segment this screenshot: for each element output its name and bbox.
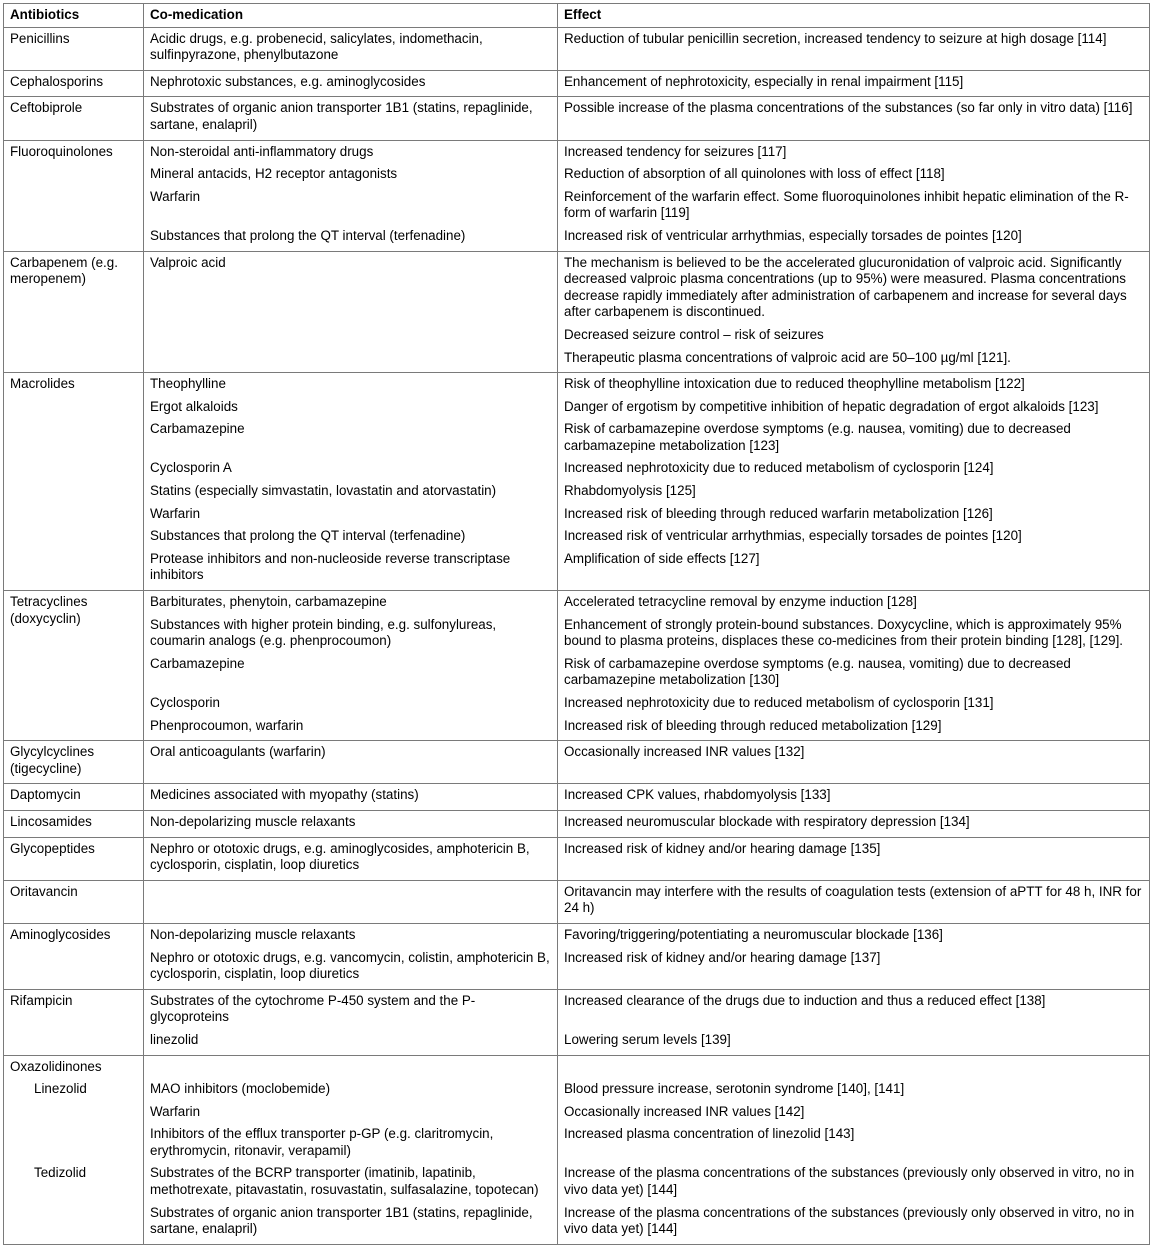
- antibiotic-name: Oritavancin: [10, 883, 78, 899]
- effect-text: Risk of carbamazepine overdose symptoms (e.g. nausea, vomiting) due to decreased carbamazepine metabolization [123]: [564, 421, 1071, 453]
- co-medication-text: MAO inhibitors (moclobemide): [150, 1081, 331, 1097]
- effect-text: Increased risk of kidney and/or hearing damage [137]: [564, 949, 881, 965]
- table-row: [4, 923, 1150, 989]
- antibiotic-name: Aminoglycosides: [10, 926, 111, 942]
- effect-text: Reduction of tubular penicillin secretion, increased tendency to seizure at high dosage [114]: [564, 30, 1107, 46]
- effect-text: Rhabdomyolysis [125]: [564, 483, 696, 499]
- antibiotic-subclass: [10, 1123, 137, 1162]
- co-medication-text: Cyclosporin: [150, 695, 220, 710]
- co-medication-cell: [144, 1055, 558, 1244]
- effect-text: Enhancement of strongly protein-bound substances. Doxycycline, which is approximately 95% bound to plasma proteins, displaces these co-medicines from their protein binding [128], [129].: [564, 616, 1124, 649]
- effect-cell: [558, 27, 1150, 70]
- table-row: [4, 784, 1150, 811]
- co-medication-text: [150, 883, 551, 920]
- antibiotic-name: Fluoroquinolones: [10, 143, 113, 159]
- effect-cell: [558, 989, 1150, 1055]
- header-effect: Effect: [558, 4, 1150, 28]
- co-medication-cell: [144, 810, 558, 837]
- antibiotic-name: Cephalosporins: [10, 73, 104, 89]
- co-medication-text: Valproic acid: [150, 254, 226, 270]
- effect-text: Increased neuromuscular blockade with respiratory depression [134]: [564, 813, 970, 829]
- header-co-medication: Co-medication: [144, 4, 558, 28]
- co-medication-cell: [144, 923, 558, 989]
- co-medication-cell: [144, 27, 558, 70]
- antibiotic-name: Glycylcyclines (tigecycline): [10, 744, 95, 776]
- document-page: [3, 3, 1149, 1245]
- table-row: [4, 97, 1150, 140]
- table-header-row: [4, 4, 1150, 28]
- co-medication-text: Medicines associated with myopathy (statins): [150, 787, 419, 803]
- effect-text: Enhancement of nephrotoxicity, especially in renal impairment [115]: [564, 73, 964, 89]
- antibiotic-name: Oxazolidinones: [10, 1058, 102, 1074]
- co-medication-text: Substrates of organic anion transporter 1B1 (statins, repaglinide, sartane, enalapril): [150, 1204, 533, 1237]
- effect-text: Increased risk of ventricular arrhythmias, especially torsades de pointes [120]: [564, 227, 1022, 243]
- table-row: [4, 373, 1150, 591]
- co-medication-text: [150, 1058, 551, 1079]
- table-row: [4, 591, 1150, 741]
- co-medication-text: Oral anticoagulants (warfarin): [150, 744, 326, 760]
- co-medication-text: Cyclosporin A: [150, 460, 232, 476]
- effect-text: Increased risk of kidney and/or hearing damage [135]: [564, 840, 881, 856]
- co-medication-text: [150, 324, 551, 347]
- co-medication-text: Theophylline: [150, 376, 226, 392]
- effect-cell: [558, 837, 1150, 880]
- effect-text: Therapeutic plasma concentrations of valproic acid are 50–100 µg/ml [121].: [564, 349, 1011, 365]
- co-medication-text: Carbamazepine: [150, 421, 245, 437]
- effect-text: Occasionally increased INR values [142]: [564, 1103, 805, 1119]
- effect-text: Oritavancin may interfere with the results of coagulation tests (extension of aPTT for 48 h, INR for 24 h): [564, 883, 1142, 916]
- co-medication-cell: [144, 373, 558, 591]
- co-medication-text: Substances that prolong the QT interval (terfenadine): [150, 528, 466, 544]
- antibiotic-cell: [4, 70, 144, 97]
- effect-cell: [558, 373, 1150, 591]
- antibiotic-name: Carbapenem (e.g. meropenem): [10, 254, 118, 287]
- antibiotic-subclass: [10, 1202, 137, 1241]
- antibiotic-cell: [4, 27, 144, 70]
- effect-text: Risk of theophylline intoxication due to reduced theophylline metabolism [122]: [564, 376, 1025, 392]
- table-row: [4, 880, 1150, 923]
- effect-text: Increase of the plasma concentrations of the substances (previously only observed in vitro, no in vivo data yet) [144]: [564, 1204, 1135, 1237]
- co-medication-text: Carbamazepine: [150, 655, 245, 671]
- co-medication-cell: [144, 97, 558, 140]
- antibiotic-name: Penicillins: [10, 30, 70, 46]
- effect-cell: [558, 140, 1150, 251]
- co-medication-cell: [144, 989, 558, 1055]
- effect-cell: [558, 591, 1150, 741]
- antibiotic-name: Ceftobiprole: [10, 100, 83, 116]
- effect-cell: [558, 810, 1150, 837]
- antibiotic-cell: [4, 784, 144, 811]
- co-medication-text: Warfarin: [150, 505, 201, 521]
- effect-cell: [558, 784, 1150, 811]
- antibiotic-name: Daptomycin: [10, 787, 81, 803]
- antibiotic-cell: [4, 880, 144, 923]
- co-medication-text: Nephro or ototoxic drugs, e.g. vancomycin, colistin, amphotericin B, cyclosporin, cisplatin, loop diuretics: [150, 949, 550, 982]
- effect-text: The mechanism is believed to be the accelerated glucuronidation of valproic acid. Significantly decreased valproic plasma concentrations (up to 95%) were measured. Plasma concentrations decrease rapidly immediately after administration of carbapenem and increase for several days after carbapenem is discontinued.: [564, 254, 1127, 320]
- co-medication-text: Warfarin: [150, 1103, 201, 1119]
- effect-text: Increased risk of bleeding through reduced warfarin metabolization [126]: [564, 505, 993, 521]
- antibiotic-name: Lincosamides: [10, 813, 92, 829]
- antibiotic-cell: [4, 923, 144, 989]
- co-medication-text: Substances with higher protein binding, e.g. sulfonylureas, coumarin analogs (e.g. phenprocoumon): [150, 616, 497, 649]
- effect-text: Lowering serum levels [139]: [564, 1031, 731, 1047]
- antibiotic-subclass: Tedizolid: [34, 1165, 87, 1181]
- effect-cell: [558, 923, 1150, 989]
- co-medication-text: Nephrotoxic substances, e.g. aminoglycosides: [150, 73, 426, 89]
- antibiotic-name: Tetracyclines (doxycyclin): [10, 594, 88, 626]
- table-row: [4, 989, 1150, 1055]
- table-row: [4, 140, 1150, 251]
- table-row: [4, 70, 1150, 97]
- antibiotic-cell: [4, 837, 144, 880]
- table-row: [4, 810, 1150, 837]
- antibiotic-name: Rifampicin: [10, 992, 73, 1008]
- effect-text: Danger of ergotism by competitive inhibition of hepatic degradation of ergot alkaloids [123]: [564, 398, 1099, 414]
- antibiotic-cell: [4, 373, 144, 591]
- co-medication-text: Substrates of organic anion transporter 1B1 (statins, repaglinide, sartane, enalapril): [150, 100, 533, 132]
- co-medication-text: Substances that prolong the QT interval (terfenadine): [150, 227, 466, 243]
- effect-text: Increased clearance of the drugs due to induction and thus a reduced effect [138]: [564, 992, 1046, 1008]
- effect-cell: [558, 251, 1150, 373]
- effect-cell: [558, 97, 1150, 140]
- antibiotic-name: Macrolides: [10, 376, 75, 392]
- table-body: [4, 27, 1150, 1244]
- antibiotic-cell: [4, 989, 144, 1055]
- co-medication-text: linezolid: [150, 1031, 199, 1047]
- effect-text: Increased risk of bleeding through reduced metabolization [129]: [564, 717, 942, 733]
- effect-text: Favoring/triggering/potentiating a neuromuscular blockade [136]: [564, 926, 943, 942]
- antibiotic-subclass: [10, 1101, 137, 1124]
- table-row: [4, 251, 1150, 373]
- table-row: [4, 837, 1150, 880]
- co-medication-text: Warfarin: [150, 188, 201, 204]
- co-medication-cell: [144, 880, 558, 923]
- effect-text: Possible increase of the plasma concentrations of the substances (so far only in vitro data) [116]: [564, 100, 1133, 116]
- co-medication-text: Statins (especially simvastatin, lovastatin and atorvastatin): [150, 483, 497, 499]
- co-medication-text: Nephro or ototoxic drugs, e.g. aminoglycosides, amphotericin B, cyclosporin, cisplatin, loop diuretics: [150, 840, 530, 873]
- antibiotic-cell: [4, 140, 144, 251]
- effect-text: Increased nephrotoxicity due to reduced metabolism of cyclosporin [131]: [564, 695, 994, 710]
- co-medication-text: Barbiturates, phenytoin, carbamazepine: [150, 594, 387, 610]
- antibiotic-name: Glycopeptides: [10, 840, 95, 856]
- co-medication-text: Phenprocoumon, warfarin: [150, 717, 304, 733]
- co-medication-text: Non-steroidal anti-inflammatory drugs: [150, 143, 374, 159]
- co-medication-cell: [144, 784, 558, 811]
- effect-cell: [558, 741, 1150, 784]
- effect-text: Reinforcement of the warfarin effect. Some fluoroquinolones inhibit hepatic elimination of the R-form of warfarin [119]: [564, 188, 1129, 221]
- table-row: [4, 27, 1150, 70]
- effect-text: Reduction of absorption of all quinolones with loss of effect [118]: [564, 166, 945, 182]
- co-medication-text: Inhibitors of the efflux transporter p-GP (e.g. claritromycin, erythromycin, ritonavir, verapamil): [150, 1126, 494, 1158]
- co-medication-text: Acidic drugs, e.g. probenecid, salicylates, indomethacin, sulfinpyrazone, phenylbutazone: [150, 30, 483, 63]
- co-medication-cell: [144, 140, 558, 251]
- antibiotic-subclass: Linezolid: [34, 1081, 87, 1097]
- antibiotic-cell: [4, 591, 144, 741]
- antibiotic-cell: [4, 251, 144, 373]
- effect-text: Increased tendency for seizures [117]: [564, 143, 787, 159]
- co-medication-text: Ergot alkaloids: [150, 398, 238, 414]
- antibiotic-cell: [4, 97, 144, 140]
- effect-text: [564, 1058, 1143, 1079]
- table-row: [4, 1055, 1150, 1244]
- effect-text: Blood pressure increase, serotonin syndrome [140], [141]: [564, 1081, 905, 1097]
- co-medication-text: Non-depolarizing muscle relaxants: [150, 926, 356, 942]
- header-antibiotics: Antibiotics: [4, 4, 144, 28]
- drug-interaction-table: [3, 3, 1150, 1245]
- co-medication-text: Substrates of the cytochrome P-450 system and the P-glycoproteins: [150, 992, 476, 1025]
- effect-text: Increased CPK values, rhabdomyolysis [133]: [564, 787, 831, 803]
- co-medication-cell: [144, 837, 558, 880]
- table-row: [4, 741, 1150, 784]
- effect-text: Increased risk of ventricular arrhythmias, especially torsades de pointes [120]: [564, 528, 1022, 544]
- co-medication-cell: [144, 591, 558, 741]
- co-medication-text: [150, 347, 551, 370]
- co-medication-text: Non-depolarizing muscle relaxants: [150, 813, 356, 829]
- co-medication-cell: [144, 741, 558, 784]
- co-medication-cell: [144, 251, 558, 373]
- effect-text: Increased nephrotoxicity due to reduced metabolism of cyclosporin [124]: [564, 460, 994, 476]
- effect-cell: [558, 880, 1150, 923]
- effect-text: Amplification of side effects [127]: [564, 550, 760, 566]
- effect-cell: [558, 1055, 1150, 1244]
- antibiotic-cell: [4, 810, 144, 837]
- effect-text: Occasionally increased INR values [132]: [564, 744, 805, 760]
- effect-cell: [558, 70, 1150, 97]
- antibiotic-cell: [4, 1055, 144, 1244]
- antibiotic-cell: [4, 741, 144, 784]
- effect-text: Increased plasma concentration of linezolid [143]: [564, 1126, 855, 1142]
- co-medication-text: Substrates of the BCRP transporter (imatinib, lapatinib, methotrexate, pitavastatin, rosuvastatin, sulfasalazine, topotecan): [150, 1165, 539, 1198]
- effect-text: Risk of carbamazepine overdose symptoms (e.g. nausea, vomiting) due to decreased carbamazepine metabolization [130]: [564, 655, 1071, 688]
- effect-text: Decreased seizure control – risk of seizures: [564, 326, 824, 342]
- effect-text: Accelerated tetracycline removal by enzyme induction [128]: [564, 594, 917, 610]
- co-medication-cell: [144, 70, 558, 97]
- effect-text: Increase of the plasma concentrations of the substances (previously only observed in vitro, no in vivo data yet) [144]: [564, 1165, 1135, 1198]
- co-medication-text: Mineral antacids, H2 receptor antagonists: [150, 166, 398, 182]
- co-medication-text: Protease inhibitors and non-nucleoside reverse transcriptase inhibitors: [150, 550, 511, 583]
